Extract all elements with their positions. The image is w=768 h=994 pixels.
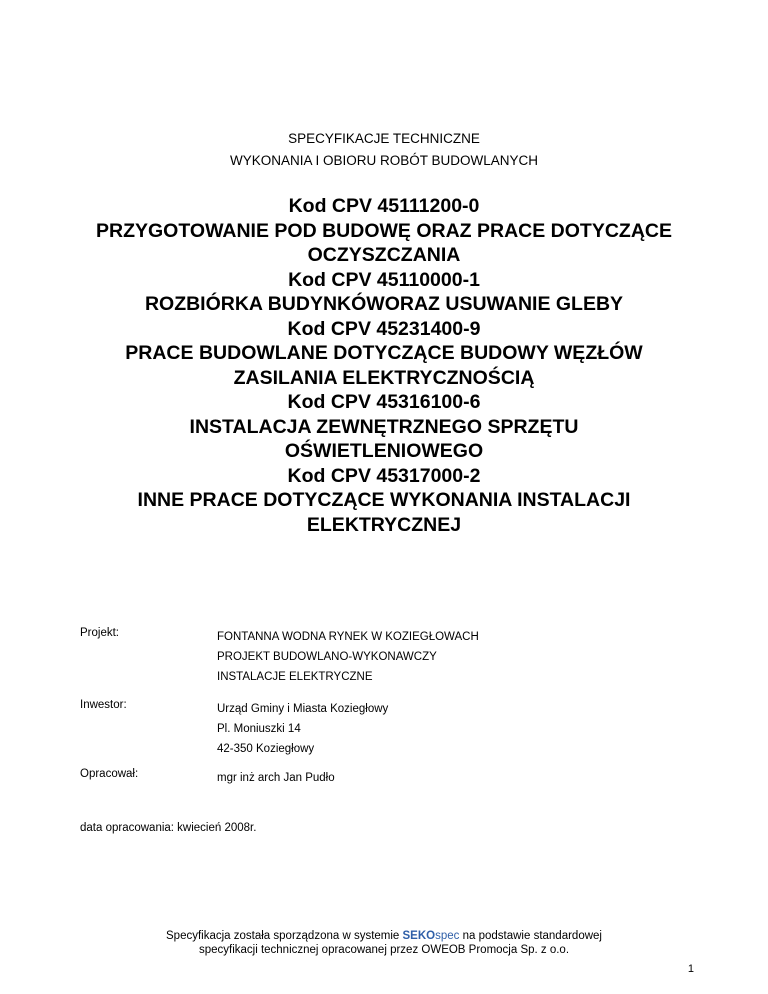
page-number: 1 (687, 963, 694, 975)
projekt-line: PROJEKT BUDOWLANO-WYKONAWCZY (217, 651, 437, 663)
cpv-line: OŚWIETLENIOWEGO (284, 440, 484, 462)
header-line-2: WYKONANIA I OBIORU ROBÓT BUDOWLANYCH (229, 153, 539, 168)
projekt-line: FONTANNA WODNA RYNEK W KOZIEGŁOWACH (217, 631, 479, 643)
cpv-line: Kod CPV 45111200-0 (288, 195, 480, 217)
cpv-line: PRZYGOTOWANIE POD BUDOWĘ ORAZ PRACE DOTYCZĄCE (96, 219, 672, 242)
cpv-line: OCZYSZCZANIA (307, 244, 461, 266)
footer-line-1 (0, 929, 768, 943)
cpv-line: Kod CPV 45317000-2 (287, 464, 481, 487)
opracowal-value: mgr inż arch Jan Pudło (217, 772, 335, 784)
date-line: data opracowania: kwiecień 2008r. (80, 822, 257, 834)
cpv-codes-block (60, 194, 708, 537)
opracowal-label: Opracował: (80, 768, 139, 780)
cpv-line: INNE PRACE DOTYCZĄCE WYKONANIA INSTALACJI (137, 489, 631, 511)
cpv-line: ELEKTRYCZNEJ (306, 513, 462, 536)
brand-light: spec (435, 930, 460, 942)
cpv-line: Kod CPV 45110000-1 (288, 268, 480, 291)
inwestor-label: Inwestor: (80, 699, 127, 711)
cpv-line: ZASILANIA ELEKTRYCZNOŚCIĄ (233, 366, 535, 389)
cpv-line: ROZBIÓRKA BUDYNKÓWORAZ USUWANIE GLEBY (144, 293, 624, 315)
cpv-line: Kod CPV 45316100-6 (287, 391, 481, 413)
footer-text-before: Specyfikacja została sporządzona w systemie (166, 930, 403, 942)
header-line-1: SPECYFIKACJE TECHNICZNE (288, 131, 480, 146)
inwestor-line: 42-350 Koziegłowy (217, 743, 315, 755)
cpv-line: Kod CPV 45231400-9 (287, 317, 481, 340)
projekt-label: Projekt: (80, 627, 119, 639)
brand-bold: SEKO (402, 930, 436, 942)
projekt-values (217, 627, 479, 687)
footer (0, 929, 768, 957)
cpv-line: PRACE BUDOWLANE DOTYCZĄCE BUDOWY WĘZŁÓW (125, 342, 643, 364)
footer-text-after: na podstawie standardowej (459, 930, 602, 942)
inwestor-line: Pl. Moniuszki 14 (217, 723, 301, 735)
opracowal-values (217, 768, 335, 788)
inwestor-values (217, 699, 388, 759)
cpv-line: INSTALACJA ZEWNĘTRZNEGO SPRZĘTU (189, 415, 579, 438)
footer-line-2: specyfikacji technicznej opracowanej przez OWEOB Promocja Sp. z o.o. (198, 944, 570, 956)
inwestor-line: Urząd Gminy i Miasta Koziegłowy (217, 703, 389, 715)
document-header (0, 128, 768, 172)
projekt-line: INSTALACJE ELEKTRYCZNE (217, 671, 373, 683)
